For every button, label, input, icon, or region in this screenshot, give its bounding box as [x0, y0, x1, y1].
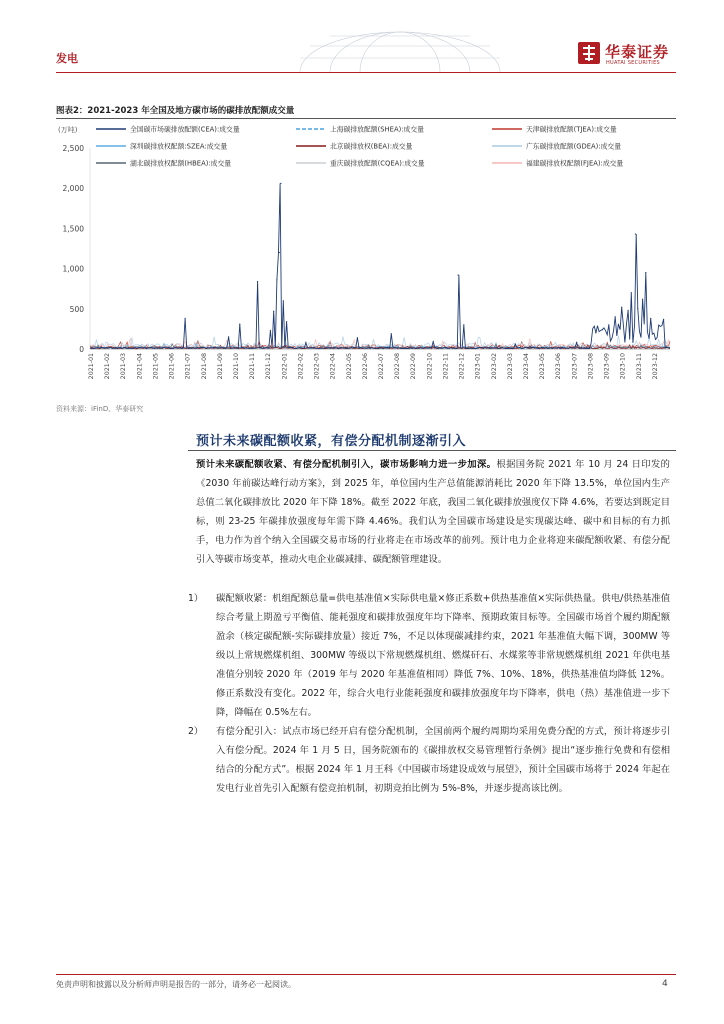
cea-data-point [433, 341, 434, 342]
cea-data-point [273, 311, 274, 312]
cea-data-point [635, 233, 636, 234]
x-tick-label: 2022-10 [426, 353, 434, 380]
x-tick-label: 2023-03 [506, 353, 514, 380]
x-tick-label: 2021-05 [152, 353, 160, 380]
legend-label: 天津碳排放配额(TJEA):成交量 [526, 125, 617, 134]
x-tick-label: 2023-12 [651, 353, 659, 380]
x-tick-label: 2022-11 [442, 353, 450, 380]
x-tick-label: 2022-06 [361, 353, 369, 380]
y-tick-label: 2,500 [62, 144, 84, 153]
lead-body-text: 根据国务院 2021 年 10 月 24 日印发的《2030 年前碳达峰行动方案》，到 2025 年，单位国内生产总值能源消耗比 2020 年下降 13.5%，单位国内生产总值二氧化碳排放比 2020 年下降 18%。截至 2022 年底，我国二氧化碳排放强度仅下降 4.6%，若要达到既定目标，则 23-25 年碳排放强度每年需下降 4.46%。我们认为全国碳市场建设是实现碳达峰、碳中和目标的有力抓手，电力作为首个纳入全国碳交易市场的行业将走在市场改革的前列。预计电力企业将迎来碳配额收紧、有偿分配引入等碳市场变革，推动火电企业碳减排、碳配额管理建设。 [196, 459, 670, 565]
x-tick-label: 2021-08 [200, 353, 208, 380]
list-item-number: 1） [188, 593, 204, 604]
x-tick-label: 2023-02 [490, 353, 498, 380]
x-tick-label: 2021-02 [104, 353, 112, 380]
list-item [188, 722, 670, 798]
x-tick-label: 2023-11 [635, 353, 643, 380]
cea-data-point [239, 324, 240, 325]
x-tick-label: 2022-01 [281, 353, 289, 380]
cea-data-point [280, 183, 281, 184]
cea-data-point [637, 308, 638, 309]
cea-data-point [458, 274, 459, 275]
x-tick-label: 2023-06 [555, 353, 563, 380]
section-title: 预计未来碳配额收紧，有偿分配机制逐渐引入 [196, 434, 467, 449]
lead-paragraph [196, 455, 670, 569]
y-tick-label: 0 [79, 345, 84, 354]
x-tick-label: 2021-01 [88, 353, 95, 380]
list-item-number: 2） [188, 726, 204, 737]
lead-bold-sentence: 预计未来碳配额收紧、有偿分配机制引入，碳市场影响力进一步加深。 [196, 459, 497, 470]
y-tick-label: 500 [69, 304, 84, 314]
x-tick-label: 2021-12 [265, 353, 273, 380]
cea-data-point [185, 318, 186, 319]
cea-data-point [286, 321, 287, 322]
x-tick-label: 2023-10 [619, 353, 627, 380]
x-tick-label: 2021-03 [120, 353, 128, 380]
figure-title-divider [56, 118, 676, 119]
x-tick-label: 2022-12 [458, 353, 466, 380]
cea-data-point [283, 300, 284, 301]
header-divider [56, 72, 676, 73]
x-tick-label: 2023-01 [474, 353, 482, 380]
cea-data-point [228, 336, 229, 337]
legend-label: 湖北碳排放权配额(HBEA):成交量 [130, 159, 232, 168]
x-tick-label: 2022-09 [410, 353, 418, 380]
cea-data-point [608, 324, 609, 325]
list-item-text: 有偿分配引入：试点市场已经开启有偿分配机制，全国前两个履约周期均采用免费分配的方式，预计将逐步引入有偿分配。2024 年 1 月 5 日，国务院颁布的《碳排放权交易管理暂行条例》提出“逐步推行免费和有偿相结合的分配方式”。根据 2024 年 1 月王科《中国碳市场建设成效与展望》，预计全国碳市场将于 2024 年起在发电行业首先引入配额有偿竞拍机制，初期竞拍比例为 5%-8%，并逐步提高该比例。 [216, 726, 670, 794]
cea-data-point [602, 329, 603, 330]
x-tick-label: 2021-04 [136, 353, 144, 380]
cea-data-point [663, 319, 664, 320]
list-item-text: 碳配额收紧：机组配额总量=供电基准值×实际供电量×修正系数+供热基准值×实际供热量。供电/供热基准值综合考量上期盈亏平衡值、能耗强度和碳排放强度年均下降率、预期政策目标等。全国碳市场首个履约期配额盈余（核定碳配额-实际碳排放量）接近 7%，不足以体现碳减排约束，2021 年基准值大幅下调，300MW 等级以上常规燃煤机组、300MW 等级以下常规燃煤机组、燃煤矸石、水煤浆等非常规燃煤机组 2021 年供电基准值分别较 2020 年（2019 年与 2020 年基准值相同）降低 7%、10%、18%，供热基准值均降低 12%。修正系数没有变化。2022 年，综合火电行业能耗强度和碳排放强度年均下降率，供电（热）基准值进一步下降，降幅在 0.5%左右。 [216, 593, 670, 718]
x-tick-label: 2023-08 [587, 353, 595, 380]
cea-data-point [515, 344, 516, 345]
brand-logo [578, 40, 678, 70]
legend-label: 上海碳排放配额(SHEA):成交量 [330, 125, 424, 134]
x-tick-label: 2022-03 [313, 353, 321, 380]
x-tick-label: 2022-04 [329, 353, 337, 380]
cea-data-point [357, 337, 358, 338]
y-tick-label: 1,500 [62, 224, 84, 234]
figure-title: 图表2：2021-2023 年全国及地方碳市场的碳排放配额成交量 [56, 106, 295, 116]
header-section-label: 发电 [56, 52, 78, 65]
carbon-volume-line-chart [56, 120, 676, 400]
x-tick-label: 2022-07 [378, 353, 385, 380]
legend-label: 全国碳市场碳排放配额(CEA):成交量 [130, 125, 240, 134]
x-tick-label: 2021-10 [233, 353, 240, 380]
x-tick-label: 2021-11 [249, 353, 257, 380]
cea-data-point [595, 332, 596, 333]
cea-data-point [650, 318, 651, 319]
y-tick-label: 1,000 [62, 264, 84, 274]
legend-label: 深圳碳排放权配额:SZEA:成交量 [130, 142, 228, 151]
legend-label: 重庆碳排放配额(CQEA):成交量 [330, 159, 425, 168]
x-tick-label: 2022-02 [297, 353, 305, 380]
cea-data-point [257, 281, 258, 282]
x-tick-label: 2021-07 [184, 353, 192, 380]
brand-logo-icon [578, 42, 600, 64]
brand-name-cn: 华泰证券 [605, 43, 670, 61]
x-tick-label: 2021-09 [216, 353, 224, 380]
page-number: 4 [662, 979, 668, 989]
cea-data-point [305, 342, 306, 343]
legend-label: 福建碳排放权配额(FJEA):成交量 [526, 159, 624, 168]
x-tick-label: 2021-06 [168, 353, 176, 380]
header-globe-decoration [290, 28, 510, 72]
legend-label: 北京碳排放权(BEA):成交量 [330, 142, 413, 151]
y-tick-label: 2,000 [62, 184, 84, 194]
x-tick-label: 2023-05 [539, 352, 547, 380]
x-tick-label: 2023-09 [603, 353, 611, 380]
cea-data-point [631, 292, 632, 293]
x-tick-label: 2023-04 [523, 353, 530, 380]
x-tick-label: 2022-05 [345, 353, 353, 380]
footer-disclaimer: 免责声明和披露以及分析师声明是报告的一部分，请务必一起阅读。 [56, 980, 296, 989]
cea-data-point [276, 279, 277, 280]
cea-data-point [463, 324, 464, 325]
cea-data-point [270, 330, 271, 331]
y-axis-unit-label: (万吨) [58, 126, 78, 134]
figure-source: 资料来源：iFinD、华泰研究 [56, 405, 144, 413]
cea-data-point [576, 342, 577, 343]
series-line-cea [90, 183, 670, 348]
numbered-list [188, 589, 670, 798]
cea-data-point [642, 299, 643, 300]
x-tick-label: 2022-08 [394, 353, 402, 380]
footer-divider [56, 974, 676, 975]
cea-data-point [615, 316, 616, 317]
cea-data-point [628, 310, 629, 311]
cea-data-point [645, 272, 646, 273]
legend-label: 广东碳排放配额(GDEA):成交量 [526, 142, 622, 151]
x-tick-label: 2023-07 [571, 353, 579, 380]
cea-data-point [391, 333, 392, 334]
cea-data-point [279, 252, 280, 253]
section-title-divider [188, 450, 676, 451]
brand-name-en: HUATAI SECURITIES [606, 60, 660, 66]
list-item [188, 589, 670, 722]
cea-data-point [655, 339, 656, 340]
cea-data-point [621, 307, 622, 308]
